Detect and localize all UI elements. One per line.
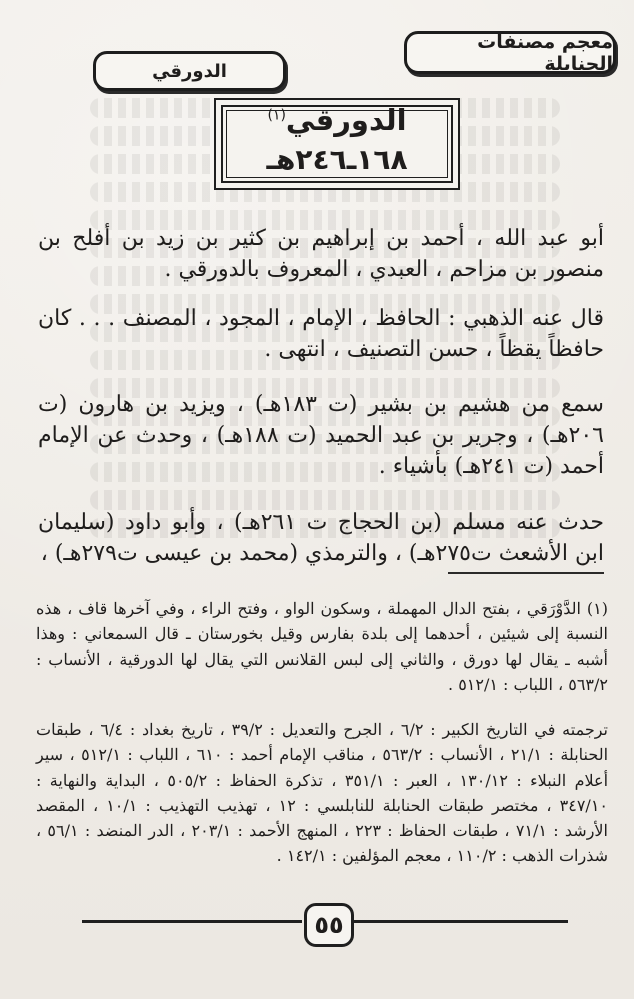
book-title: معجم مصنفات الحنابلة [477,30,613,75]
paragraph-dhahabi-quote: قال عنه الذهبي : الحافظ ، الإمام ، المجود ، المصنف . . . كان حافظاً يقظاً ، حسن التصنيف ، انتهى . [38,306,604,362]
entry-title-line [216,103,458,137]
section-title: الدورقي [152,60,227,82]
footer-rule-right [348,920,568,923]
paragraph-students: حدث عنه مسلم (بن الحجاج ت ٢٦١هـ) ، وأبو داود (سليمان ابن الأشعث ت٢٧٥هـ) ، والترمذي (محمد بن عيسى ت٢٧٩هـ) ، [38,510,604,566]
footnote-reference: (١) [267,107,286,124]
paragraph-name: أبو عبد الله ، أحمد بن إبراهيم بن كثير بن زيد بن أفلح بن منصور بن مزاحم ، العبدي ، المعروف بالدورقي . [38,226,604,282]
entry-dates: ١٦٨ـ٢٤٦هـ [266,143,408,176]
footnote-sources: ترجمته في التاريخ الكبير : ٦/٢ ، الجرح والتعديل : ٣٩/٢ ، تاريخ بغداد : ٦/٤ ، طبقات الحنابلة : ٢١/١ ، الأنساب : ٥٦٣/٢ ، مناقب الإمام أحمد : ٦١٠ ، اللباب : ٥١٢/١ ، سير أعلام النبلاء : ١٣٠/١٢ ، العبر : ٣٥١/١ ، تذكرة الحفاظ : ٥٠٥/٢ ، البداية والنهاية : ٣٤٧/١٠ ، مختصر طبقات الحنابلة للنابلسي : ١٢ ، تهذيب التهذيب : ١٠/١ ، المقصد الأرشد : ٧١/١ ، طبقات الحفاظ : ٢٢٣ ، المنهج الأحمد : ٢٠٣/١ ، الدر المنضد : ٥٦/١ ، شذرات الذهب : ١١٠/٢ ، معجم المؤلفين : ١٤٢/١ . [36,720,609,866]
section-title-badge [93,51,286,91]
paragraph-teachers: سمع من هشيم بن بشير (ت ١٨٣هـ) ، ويزيد بن هارون (ت ٢٠٦هـ) ، وجرير بن عبد الحميد (ت ١٨٨هـ) ، وحدث عن الإمام أحمد (ت ٢٤١هـ) بأشياء . [38,392,604,479]
page-number: ٥٥ [304,903,354,947]
footnote-nisba: (١) الدَّوْرَقي ، بفتح الدال المهملة ، وسكون الواو ، وفتح الراء ، وفي آخرها قاف ، هذه النسبة إلى شيئين ، أحدهما إلى بلدة بفارس وقيل بخورستان ـ قال السمعاني : وهذا أشبه ـ يقال لها دورق ، والثاني إلى لبس القلانس التي يقال لها الدورقية ، الأنساب : ٥٦٣/٢ ، اللباب : ٥١٢/١ . [36,599,609,694]
entry-title-frame [214,98,460,190]
book-title-badge [404,31,616,74]
entry-title: الدورقي [285,103,407,137]
footer-rule-left [82,920,302,923]
footnote-divider [448,572,604,574]
